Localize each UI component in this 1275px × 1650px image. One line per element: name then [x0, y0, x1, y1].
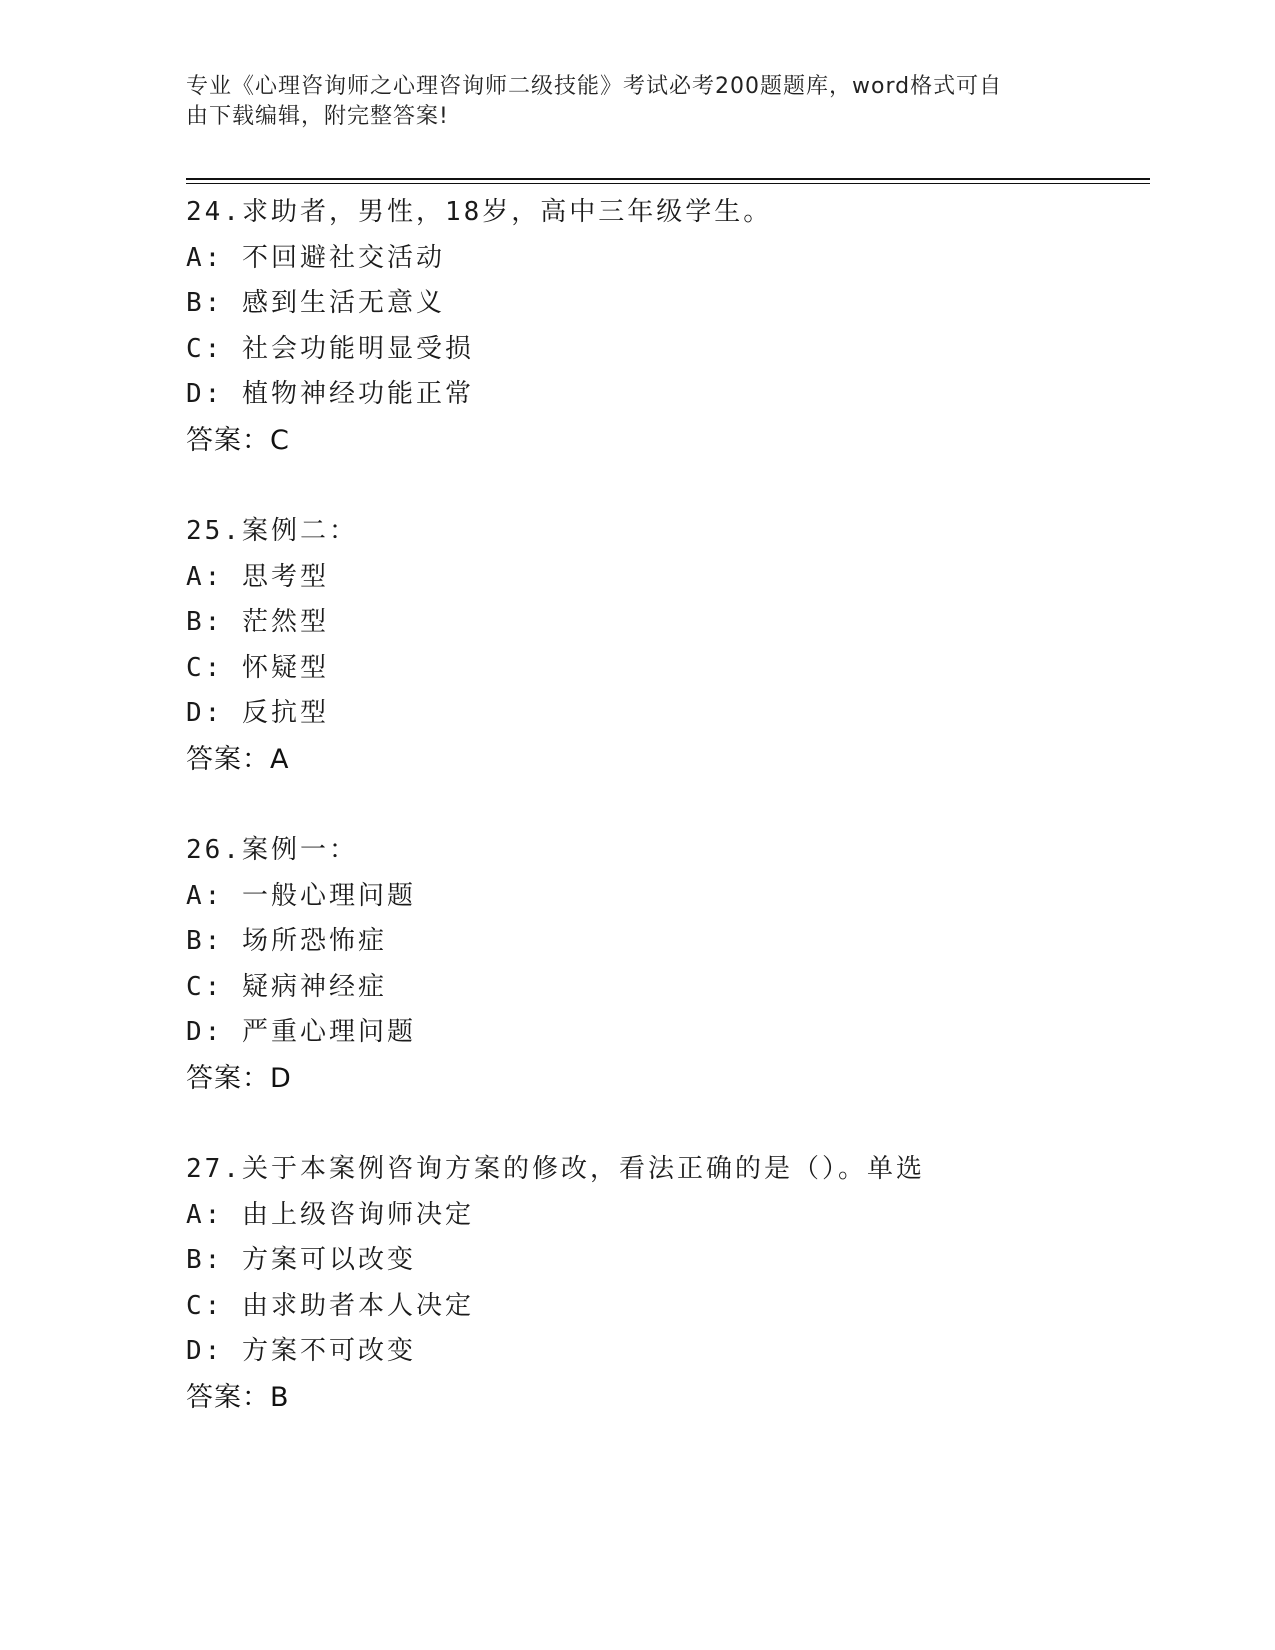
- option-a: A: 一般心理问题: [186, 880, 416, 911]
- question-26: [186, 828, 1146, 1101]
- option-a: A: 不回避社交活动: [186, 242, 445, 273]
- option-d: D: 方案不可改变: [186, 1336, 416, 1366]
- option-b: B: 茫然型: [186, 607, 329, 637]
- option-c: C: 疑病神经症: [186, 971, 387, 1002]
- question-list: [186, 190, 1146, 1466]
- header-divider-thin: [186, 183, 1150, 184]
- answer: 答案：D: [186, 1062, 292, 1094]
- header-line-1: 专业《心理咨询师之心理咨询师二级技能》考试必考200题题库，word格式可自: [186, 74, 1003, 99]
- question-stem: 25.案例二：: [186, 516, 358, 546]
- option-d: D: 严重心理问题: [186, 1017, 416, 1047]
- header-divider-thick: [186, 178, 1150, 180]
- option-c: C: 由求助者本人决定: [186, 1290, 474, 1321]
- option-b: B: 方案可以改变: [186, 1245, 416, 1275]
- question-25: [186, 509, 1146, 782]
- option-d: D: 反抗型: [186, 698, 329, 728]
- question-stem: 26.案例一：: [186, 835, 358, 865]
- option-d: D: 植物神经功能正常: [186, 379, 474, 409]
- option-a: A: 思考型: [186, 561, 329, 592]
- option-c: C: 怀疑型: [186, 652, 329, 683]
- header-line-2: 由下载编辑，附完整答案!: [186, 104, 449, 129]
- answer: 答案：A: [186, 743, 290, 775]
- question-24: [186, 190, 1146, 463]
- answer: 答案：C: [186, 424, 290, 456]
- option-b: B: 感到生活无意义: [186, 288, 445, 318]
- question-27: [186, 1147, 1146, 1420]
- option-b: B: 场所恐怖症: [186, 926, 387, 956]
- question-stem: 24.求助者，男性，18岁，高中三年级学生。: [186, 197, 773, 227]
- question-stem: 27.关于本案例咨询方案的修改，看法正确的是（）。单选: [186, 1154, 925, 1184]
- option-a: A: 由上级咨询师决定: [186, 1199, 474, 1230]
- option-c: C: 社会功能明显受损: [186, 333, 474, 364]
- document-header: [186, 72, 1066, 132]
- answer: 答案：B: [186, 1381, 290, 1413]
